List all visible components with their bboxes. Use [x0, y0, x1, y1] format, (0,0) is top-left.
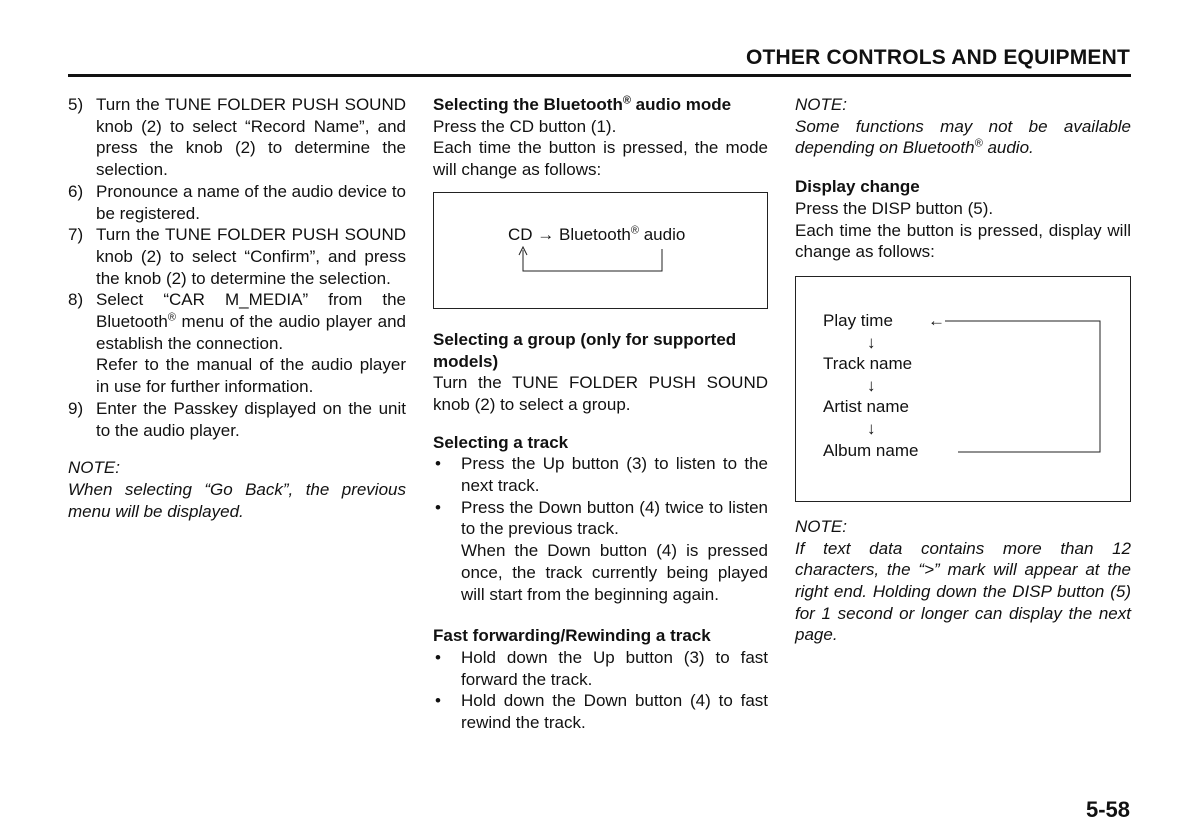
step-6	[68, 181, 406, 224]
step-text	[96, 289, 406, 398]
bullet-icon: •	[435, 647, 441, 667]
bullet-text-extra: When the Down button (4) is pressed once, the track currently being played will start from the beginning again.	[461, 541, 768, 604]
display-item-album-name: Album name	[823, 440, 919, 460]
header-title: OTHER CONTROLS AND EQUIPMENT	[746, 46, 1130, 69]
note1-text: Some functions may not be available depending on Bluetooth	[795, 116, 1131, 158]
note-text	[795, 116, 1131, 159]
registered-mark: ®	[167, 311, 176, 324]
header-rule	[68, 74, 1131, 77]
step-text: Turn the TUNE FOLDER PUSH SOUND knob (2) to select “Confirm”, and press the knob (2) to determine the selection.	[96, 225, 406, 288]
column-middle	[433, 94, 768, 734]
step-9	[68, 398, 406, 441]
mode-bluetooth: Bluetooth	[559, 224, 631, 244]
step-number: 5)	[68, 95, 84, 114]
step-text: Turn the TUNE FOLDER PUSH SOUND knob (2) to select “Record Name”, and press the knob (2) to determine the selection.	[96, 95, 406, 180]
list-item	[433, 690, 768, 733]
bullet-icon: •	[435, 497, 441, 517]
right-arrow-icon: →	[537, 224, 555, 244]
display-line2: Each time the button is pressed, display will change as follows:	[795, 220, 1131, 262]
note-text: When selecting “Go Back”, the previous menu will be displayed.	[68, 479, 406, 521]
mode-cycle-diagram	[433, 192, 768, 309]
display-heading: Display change	[795, 177, 920, 197]
step-number: 7)	[68, 225, 84, 245]
step-number: 6)	[68, 181, 84, 201]
bullet-icon: •	[435, 691, 441, 711]
step-7	[68, 224, 406, 289]
mode-audio: audio	[638, 224, 686, 244]
ffrew-heading: Fast forwarding/Rewinding a track	[433, 626, 711, 646]
down-arrow-icon: ↓	[867, 332, 876, 352]
bullet-text: Hold down the Up button (3) to fast forward the track.	[461, 647, 768, 689]
display-cycle-loop-line	[795, 276, 1131, 502]
group-text: Turn the TUNE FOLDER PUSH SOUND knob (2) to select a group.	[433, 373, 768, 414]
bt-mode-line2: Each time the button is pressed, the mode will change as follows:	[433, 138, 768, 180]
display-item-artist-name: Artist name	[823, 396, 909, 416]
bullet-text: Hold down the Down button (4) to fast rewind the track.	[461, 691, 768, 733]
down-arrow-icon: ↓	[867, 418, 876, 438]
group-heading: Selecting a group (only for supported models)	[433, 329, 737, 371]
bt-heading-text: Selecting the Bluetooth	[433, 95, 623, 114]
step-5	[68, 94, 406, 181]
ffrew-bullets	[433, 647, 768, 734]
registered-mark: ®	[622, 94, 631, 107]
bullet-text-main: Press the Down button (4) twice to listen to the previous track.	[461, 497, 768, 539]
step-text: Pronounce a name of the audio device to be registered.	[96, 181, 406, 223]
column-right	[795, 94, 1131, 646]
display-cycle-diagram	[795, 276, 1131, 502]
note-label: NOTE:	[795, 516, 847, 536]
bt-mode-heading	[433, 94, 768, 116]
track-bullets	[433, 453, 768, 605]
step-8-text-b: menu of the audio player and establish the connection.	[96, 312, 406, 353]
mode-cd: CD	[508, 224, 533, 244]
step-8	[68, 289, 406, 398]
step-text: Enter the Passkey displayed on the unit to the audio player.	[96, 398, 406, 440]
column-left	[68, 94, 406, 522]
mode-cycle-loop-arrow	[433, 192, 768, 309]
bt-heading-end: audio mode	[630, 95, 732, 114]
registered-mark: ®	[974, 137, 983, 150]
note-text: If text data contains more than 12 characters, the “>” mark will appear at the right end. Holding down the DISP button (5) for 1 second or longer can display the next page.	[795, 538, 1131, 645]
step-8-text-a: Select “CAR M_MEDIA” from the Bluetooth	[96, 290, 406, 332]
list-item	[433, 453, 768, 496]
bt-mode-line1: Press the CD button (1).	[433, 116, 617, 136]
down-arrow-icon: ↓	[867, 375, 876, 395]
display-item-track-name: Track name	[823, 353, 913, 373]
bullet-text: Press the Up button (3) to listen to the next track.	[461, 454, 768, 496]
steps-list	[68, 94, 406, 441]
display-line1: Press the DISP button (5).	[795, 198, 994, 218]
step-8-line	[96, 289, 406, 354]
step-number: 8)	[68, 290, 84, 310]
page-number: 5-58	[1085, 797, 1130, 822]
bullet-icon: •	[435, 454, 441, 474]
step-number: 9)	[68, 398, 84, 418]
track-heading: Selecting a track	[433, 432, 569, 452]
note-label: NOTE:	[68, 458, 120, 478]
list-item	[433, 497, 768, 606]
registered-mark: ®	[630, 224, 639, 237]
note1-end: audio.	[982, 138, 1034, 158]
note-label: NOTE:	[795, 95, 847, 114]
back-arrow-icon: ←	[928, 310, 945, 330]
list-item	[433, 647, 768, 690]
display-item-play-time: Play time	[823, 310, 893, 330]
bullet-text	[461, 497, 768, 606]
step-8-refer: Refer to the manual of the audio player in use for further information.	[96, 355, 406, 397]
